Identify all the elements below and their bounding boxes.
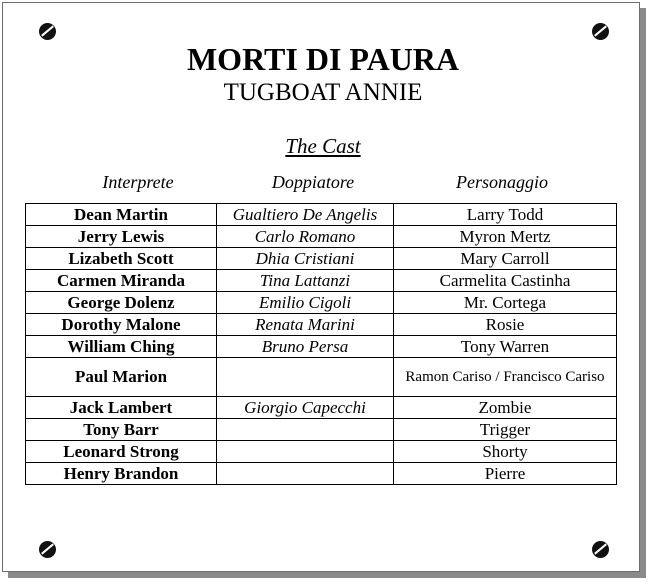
dubber-cell: Bruno Persa (217, 336, 394, 358)
role-cell: Rosie (394, 314, 617, 336)
actor-cell: Paul Marion (26, 358, 217, 397)
actor-cell: Lizabeth Scott (26, 248, 217, 270)
table-row (26, 314, 617, 336)
table-row (26, 248, 617, 270)
plaque (2, 2, 640, 572)
table-row (26, 204, 617, 226)
page-subtitle: TUGBOAT ANNIE (223, 79, 423, 106)
dubber-cell (217, 441, 394, 463)
actor-cell: Henry Brandon (26, 463, 217, 485)
role-cell: Larry Todd (394, 204, 617, 226)
table-row (26, 226, 617, 248)
column-header-personaggio: Personaggio (456, 172, 548, 192)
column-header-doppiatore: Doppiatore (271, 172, 355, 192)
role-cell: Carmelita Castinha (394, 270, 617, 292)
table-row (26, 292, 617, 314)
dubber-cell (217, 463, 394, 485)
dubber-cell: Renata Marini (217, 314, 394, 336)
dubber-cell: Tina Lattanzi (217, 270, 394, 292)
role-cell: Ramon Cariso / Francisco Cariso (394, 358, 617, 397)
dubber-cell (217, 358, 394, 397)
dubber-cell: Giorgio Capecchi (217, 397, 394, 419)
table-row (26, 270, 617, 292)
table-row (26, 358, 617, 397)
screw-icon (39, 541, 56, 558)
actor-cell: Leonard Strong (26, 441, 217, 463)
dubber-cell: Carlo Romano (217, 226, 394, 248)
table-row (26, 397, 617, 419)
table-row (26, 336, 617, 358)
actor-cell: Carmen Miranda (26, 270, 217, 292)
screw-icon (592, 541, 609, 558)
role-cell: Myron Mertz (394, 226, 617, 248)
role-cell: Pierre (394, 463, 617, 485)
actor-cell: William Ching (26, 336, 217, 358)
dubber-cell: Gualtiero De Angelis (217, 204, 394, 226)
dubber-cell: Dhia Cristiani (217, 248, 394, 270)
page-title: MORTI DI PAURA (186, 41, 460, 77)
dubber-cell (217, 419, 394, 441)
role-cell: Mr. Cortega (394, 292, 617, 314)
cast-table (25, 203, 617, 485)
dubber-cell: Emilio Cigoli (217, 292, 394, 314)
actor-cell: Dean Martin (26, 204, 217, 226)
role-cell: Shorty (394, 441, 617, 463)
role-cell: Tony Warren (394, 336, 617, 358)
actor-cell: Tony Barr (26, 419, 217, 441)
role-cell: Trigger (394, 419, 617, 441)
role-cell: Mary Carroll (394, 248, 617, 270)
actor-cell: Jack Lambert (26, 397, 217, 419)
table-row (26, 441, 617, 463)
actor-cell: Jerry Lewis (26, 226, 217, 248)
actor-cell: George Dolenz (26, 292, 217, 314)
screw-icon (39, 23, 56, 40)
cast-heading: The Cast (285, 134, 361, 158)
role-cell: Zombie (394, 397, 617, 419)
screw-icon (592, 23, 609, 40)
table-row (26, 463, 617, 485)
column-header-interprete: Interprete (102, 172, 174, 192)
actor-cell: Dorothy Malone (26, 314, 217, 336)
table-row (26, 419, 617, 441)
